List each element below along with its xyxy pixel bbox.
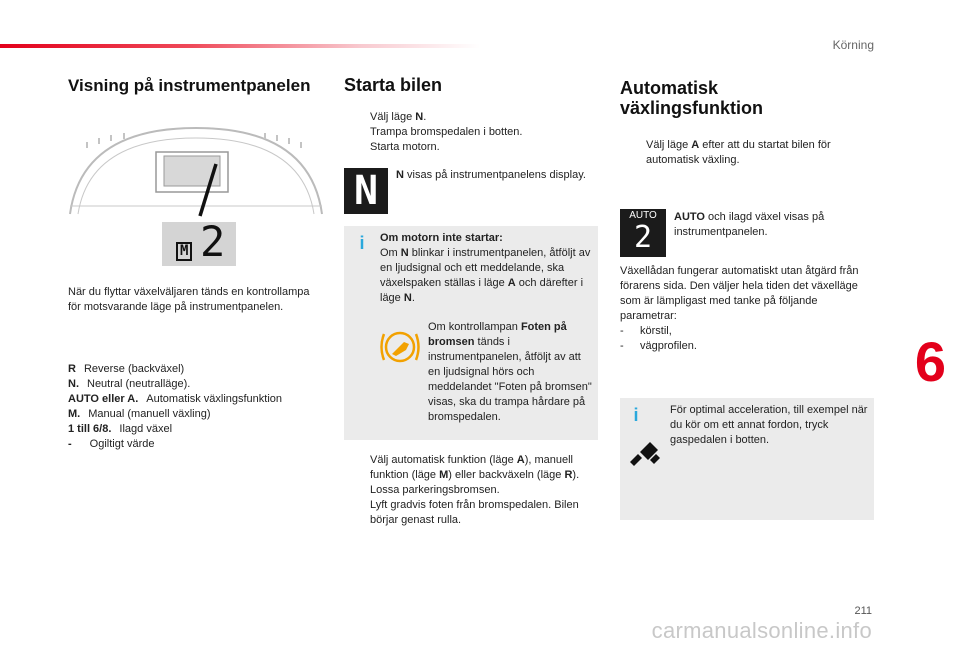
left-column bbox=[68, 78, 330, 93]
gear-digit: 2 bbox=[200, 217, 226, 266]
n-display-badge bbox=[344, 168, 388, 214]
tip-text: För optimal acceleration, till exempel när du kör om ett annat fordon, tryck gaspedalen i botten. bbox=[670, 404, 868, 446]
right-title-block bbox=[620, 78, 874, 118]
auto-body bbox=[620, 264, 874, 354]
header-accent-bar bbox=[0, 44, 480, 48]
info-icon: i bbox=[359, 233, 365, 253]
legend-row: - Ogiltigt värde bbox=[68, 438, 155, 450]
legend-row: M. Manual (manuell växling) bbox=[68, 408, 211, 420]
list-item: - vägprofilen. bbox=[620, 340, 697, 352]
list-item: Välj läge N. bbox=[370, 111, 427, 123]
legend-row: N. Neutral (neutralläge). bbox=[68, 378, 191, 390]
list-item: - körstil, bbox=[620, 325, 672, 337]
auto-note: AUTO och ilagd växel visas på instrumentpanelen. bbox=[674, 211, 825, 238]
list-item: Välj automatisk funktion (läge A), manuell funktion (läge M) eller backväxeln (läge R). bbox=[370, 454, 580, 481]
auto-display-badge bbox=[620, 209, 666, 257]
hand-tool-icon bbox=[628, 438, 662, 468]
info-heading: Om motorn inte startar: bbox=[380, 232, 503, 244]
legend-row: R Reverse (backväxel) bbox=[68, 363, 185, 375]
watermark: carmanualsonline.info bbox=[651, 618, 872, 643]
acceleration-tip-box bbox=[620, 398, 874, 520]
left-intro bbox=[68, 285, 313, 315]
info-para-1: Om N blinkar i instrumentpanelen, åtföljt av en ljudsignal och ett meddelande, ska växelspaken ställas i läge A och därefter i läge N. bbox=[380, 247, 591, 304]
intro-text: När du flyttar växelväljaren tänds en kontrollampa för motsvarande läge på instrumentpanelen. bbox=[68, 286, 310, 313]
middle-title: Starta bilen bbox=[344, 75, 443, 95]
list-item: Trampa bromspedalen i botten. bbox=[370, 126, 523, 138]
auto-gear-digit: 2 bbox=[633, 220, 653, 255]
info-icon: i bbox=[633, 405, 639, 425]
mode-letter: M bbox=[176, 242, 192, 261]
right-title-line2: växlingsfunktion bbox=[620, 98, 764, 118]
start-steps bbox=[344, 110, 600, 155]
chapter-number: 6 bbox=[914, 330, 946, 393]
auto-step bbox=[620, 138, 874, 168]
right-title-line1: Automatisk bbox=[620, 78, 719, 98]
list-item: Lyft gradvis foten från bromspedalen. Bilen börjar genast rulla. bbox=[370, 499, 579, 526]
engine-not-starting-box bbox=[344, 226, 598, 440]
auto-body-text: Växellådan fungerar automatiskt utan åtgärd från förarens sida. Den väljer hela tiden det växelläge som är lämpligast med tanke på följande parametrar: bbox=[620, 265, 859, 322]
page-number: 211 bbox=[854, 605, 872, 617]
left-title: Visning på instrumentpanelen bbox=[68, 76, 311, 95]
list-item: Välj läge A efter att du startat bilen för automatisk växling. bbox=[646, 139, 831, 166]
middle-title-block bbox=[344, 75, 600, 95]
drive-steps bbox=[344, 453, 600, 528]
n-letter: N bbox=[353, 168, 379, 214]
info-para-2: Om kontrollampan Foten på bromsen tänds i instrumentpanelen, åtföljt av att en ljudsignal hörs och meddelandet "Foten på bromsen" visas, ska du trampa hårdare på bromspedalen. bbox=[428, 321, 592, 423]
list-item: Lossa parkeringsbromsen. bbox=[370, 484, 500, 496]
legend-row: AUTO eller A. Automatisk växlingsfunktion bbox=[68, 393, 283, 405]
instrument-panel-illustration bbox=[68, 124, 324, 222]
section-title: Körning bbox=[832, 38, 874, 52]
gear-legend bbox=[68, 362, 330, 452]
legend-row: 1 till 6/8. Ilagd växel bbox=[68, 423, 173, 435]
n-note: N visas på instrumentpanelens display. bbox=[396, 169, 586, 181]
auto-label: AUTO bbox=[629, 210, 657, 221]
gear-display-badge bbox=[162, 217, 236, 266]
list-item: Starta motorn. bbox=[370, 141, 440, 153]
